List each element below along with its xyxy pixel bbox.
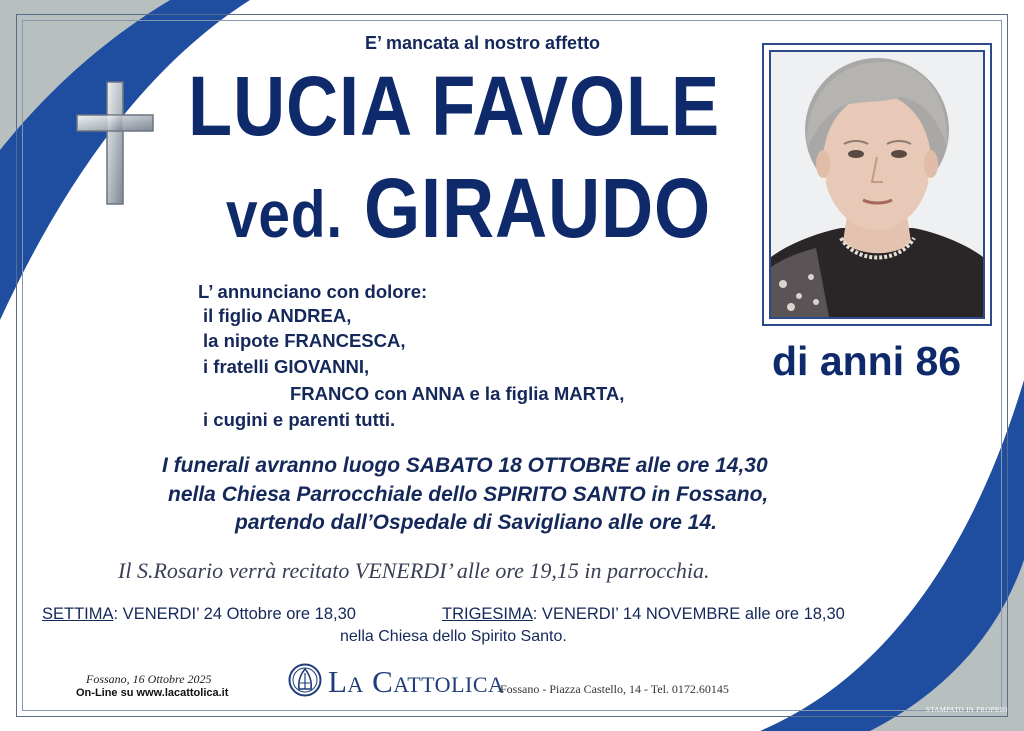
company-name: La Cattolica <box>328 664 505 699</box>
la-cattolica-logo-icon <box>288 663 322 697</box>
age-text: di anni 86 <box>772 338 962 384</box>
announcement-line: i cugini e parenti tutti. <box>203 409 396 430</box>
publication-date: Fossano, 16 Ottobre 2025 <box>86 672 212 686</box>
married-surname: GIRAUDO <box>363 161 712 255</box>
cross-icon <box>74 80 156 206</box>
announcement-line: FRANCO con ANNA e la figlia MARTA, <box>290 383 625 404</box>
printed-note: STAMPATO IN PROPRIO <box>926 706 1008 714</box>
trigesima-mass <box>442 605 845 624</box>
mass-church: nella Chiesa dello Spirito Santo. <box>340 628 567 645</box>
portrait-illustration <box>771 52 983 317</box>
deceased-name: LUCIA FAVOLE <box>188 59 721 153</box>
widow-prefix: ved. <box>226 177 344 251</box>
online-link[interactable]: On-Line su www.lacattolica.it <box>76 687 229 699</box>
company-address: Fossano - Piazza Castello, 14 - Tel. 0172.60145 <box>500 682 729 696</box>
settima-label: SETTIMA <box>42 605 114 623</box>
portrait-photo <box>769 50 985 319</box>
announcement-line: il figlio ANDREA, <box>203 305 352 326</box>
announcement-line: L’ annunciano con dolore: <box>198 281 428 302</box>
deceased-married-name <box>226 160 711 257</box>
settima-mass <box>42 605 356 624</box>
trigesima-details: : VENERDI’ 14 NOVEMBRE alle ore 18,30 <box>532 605 845 623</box>
rosary-notice: Il S.Rosario verrà recitato VENERDI’ alle ore 19,15 in parrocchia. <box>118 558 710 583</box>
funeral-line: I funerali avranno luogo SABATO 18 OTTOBRE alle ore 14,30 <box>162 454 768 477</box>
intro-text: E’ mancata al nostro affetto <box>365 33 601 53</box>
announcement-line: i fratelli GIOVANNI, <box>203 356 370 377</box>
funeral-line: nella Chiesa Parrocchiale dello SPIRITO SANTO in Fossano, <box>168 483 769 506</box>
settima-details: : VENERDI’ 24 Ottobre ore 18,30 <box>113 605 356 623</box>
trigesima-label: TRIGESIMA <box>442 605 533 623</box>
portrait-frame <box>762 43 992 326</box>
funeral-line: partendo dall’Ospedale di Savigliano alle ore 14. <box>235 511 717 534</box>
announcement-line: la nipote FRANCESCA, <box>203 330 406 351</box>
